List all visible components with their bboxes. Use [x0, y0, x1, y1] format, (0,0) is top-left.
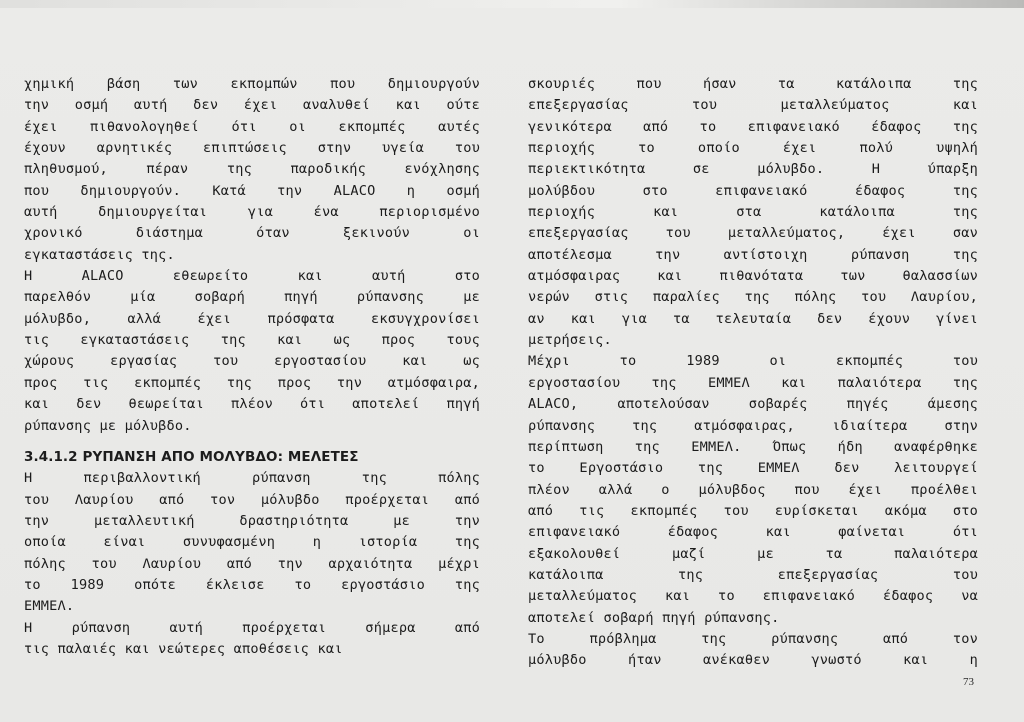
- text-line: από τις εκπομπές του ευρίσκεται ακόμα στο: [528, 502, 978, 519]
- text-line: χώρους εργασίας του εργοστασίου και ως: [24, 353, 480, 370]
- text-line: του Λαυρίου από τον μόλυβδο προέρχεται από: [24, 491, 480, 508]
- text-line: ρύπανσης της ατμόσφαιρας, ιδιαίτερα στην: [528, 417, 978, 434]
- text-line: μόλυβδο ήταν ανέκαθεν γνωστό και η: [528, 652, 978, 669]
- section-heading: 3.4.1.2 ΡΥΠΑΝΣΗ ΑΠΟ ΜΟΛΥΒΔΟ: ΜΕΛΕΤΕΣ: [24, 448, 359, 465]
- left-paragraphs: [24, 74, 480, 437]
- text-line: πληθυσμού, πέραν της παροδικής ενόχλησης: [24, 161, 480, 178]
- text-line: το Εργοστάσιο της ΕΜΜΕΛ δεν λειτουργεί: [528, 460, 978, 477]
- text-line: την οσμή αυτή δεν έχει αναλυθεί και ούτε: [24, 97, 480, 114]
- text-line: σκουριές που ήσαν τα κατάλοιπα της: [528, 76, 978, 92]
- text-line: επεξεργασίας του μεταλλεύματος, έχει σαν: [528, 225, 978, 242]
- text-line: αποτέλεσμα την αντίστοιχη ρύπανση της: [528, 246, 978, 263]
- text-line: νερών στις παραλίες της πόλης του Λαυρίου,: [528, 289, 978, 306]
- text-line: ΕΜΜΕΛ.: [24, 598, 75, 615]
- text-line: εγκαταστάσεις της.: [24, 246, 175, 263]
- text-line: Η ALACO εθεωρείτο και αυτή στο: [24, 268, 480, 285]
- text-line: ALACO, αποτελούσαν σοβαρές πηγές άμεσης: [528, 396, 978, 413]
- text-line: χημική βάση των εκπομπών που δημιουργούν: [24, 76, 480, 92]
- text-line: Η ρύπανση αυτή προέρχεται σήμερα από: [24, 619, 480, 636]
- text-line: γενικότερα από το επιφανειακό έδαφος της: [528, 118, 978, 135]
- section-gap: [24, 437, 480, 447]
- page-number: 73: [963, 676, 974, 688]
- text-line: αποτελεί σοβαρή πηγή ρύπανσης.: [528, 609, 780, 626]
- text-line: την μεταλλευτική δραστηριότητα με την: [24, 512, 480, 529]
- right-column: [528, 74, 978, 672]
- text-line: μεταλλεύματος και το επιφανειακό έδαφος να: [528, 588, 978, 605]
- text-line: πόλης του Λαυρίου από την αρχαιότητα μέχρι: [24, 555, 480, 572]
- text-line: αν και για τα τελευταία δεν έχουν γίνει: [528, 310, 978, 327]
- left-column: [24, 74, 480, 660]
- text-line: περιοχής το οποίο έχει πολύ υψηλή: [528, 140, 978, 157]
- text-line: Το πρόβλημα της ρύπανσης από τον: [528, 630, 978, 647]
- text-line: Μέχρι το 1989 οι εκπομπές του: [528, 353, 978, 370]
- right-paragraphs: [528, 74, 978, 672]
- text-line: μολύβδου στο επιφανειακό έδαφος της: [528, 182, 978, 199]
- text-line: περιοχής και στα κατάλοιπα της: [528, 204, 978, 221]
- text-line: και δεν θεωρείται πλέον ότι αποτελεί πηγή: [24, 396, 480, 413]
- text-line: ρύπανσης με μόλυβδο.: [24, 417, 192, 434]
- text-line: επιφανειακό έδαφος και φαίνεται ότι: [528, 524, 978, 541]
- text-line: περίπτωση της ΕΜΜΕΛ. Όπως ήδη αναφέρθηκε: [528, 438, 978, 455]
- scan-top-edge: [0, 0, 1024, 8]
- text-line: Η περιβαλλοντική ρύπανση της πόλης: [24, 470, 480, 487]
- text-line: πλέον αλλά ο μόλυβδος που έχει προέλθει: [528, 481, 978, 498]
- text-line: μετρήσεις.: [528, 332, 612, 349]
- text-line: τις παλαιές και νεώτερες αποθέσεις και: [24, 640, 343, 657]
- text-line: τις εγκαταστάσεις της και ως προς τους: [24, 332, 480, 349]
- text-line: ατμόσφαιρας και πιθανότατα των θαλασσίων: [528, 268, 978, 285]
- text-line: χρονικό διάστημα όταν ξεκινούν οι: [24, 225, 480, 242]
- text-line: προς τις εκπομπές της προς την ατμόσφαιρα,: [24, 374, 480, 391]
- text-line: περιεκτικότητα σε μόλυβδο. Η ύπαρξη: [528, 161, 978, 178]
- text-line: μόλυβδο, αλλά έχει πρόσφατα εκσυγχρονίσει: [24, 310, 480, 327]
- text-line: παρελθόν μία σοβαρή πηγή ρύπανσης με: [24, 289, 480, 306]
- text-line: κατάλοιπα της επεξεργασίας του: [528, 566, 978, 583]
- text-line: έχει πιθανολογηθεί ότι οι εκπομπές αυτές: [24, 118, 480, 135]
- text-line: εξακολουθεί μαζί με τα παλαιότερα: [528, 545, 978, 562]
- text-line: έχουν αρνητικές επιπτώσεις στην υγεία του: [24, 140, 480, 157]
- text-line: το 1989 οπότε έκλεισε το εργοστάσιο της: [24, 576, 480, 593]
- text-line: που δημιουργούν. Κατά την ALACO η οσμή: [24, 182, 480, 199]
- text-line: επεξεργασίας του μεταλλεύματος και: [528, 97, 978, 114]
- text-line: οποία είναι συνυφασμένη η ιστορία της: [24, 534, 480, 551]
- text-line: αυτή δημιουργείται για ένα περιορισμένο: [24, 204, 480, 221]
- text-line: εργοστασίου της ΕΜΜΕΛ και παλαιότερα της: [528, 374, 978, 391]
- left-section-body: [24, 468, 480, 660]
